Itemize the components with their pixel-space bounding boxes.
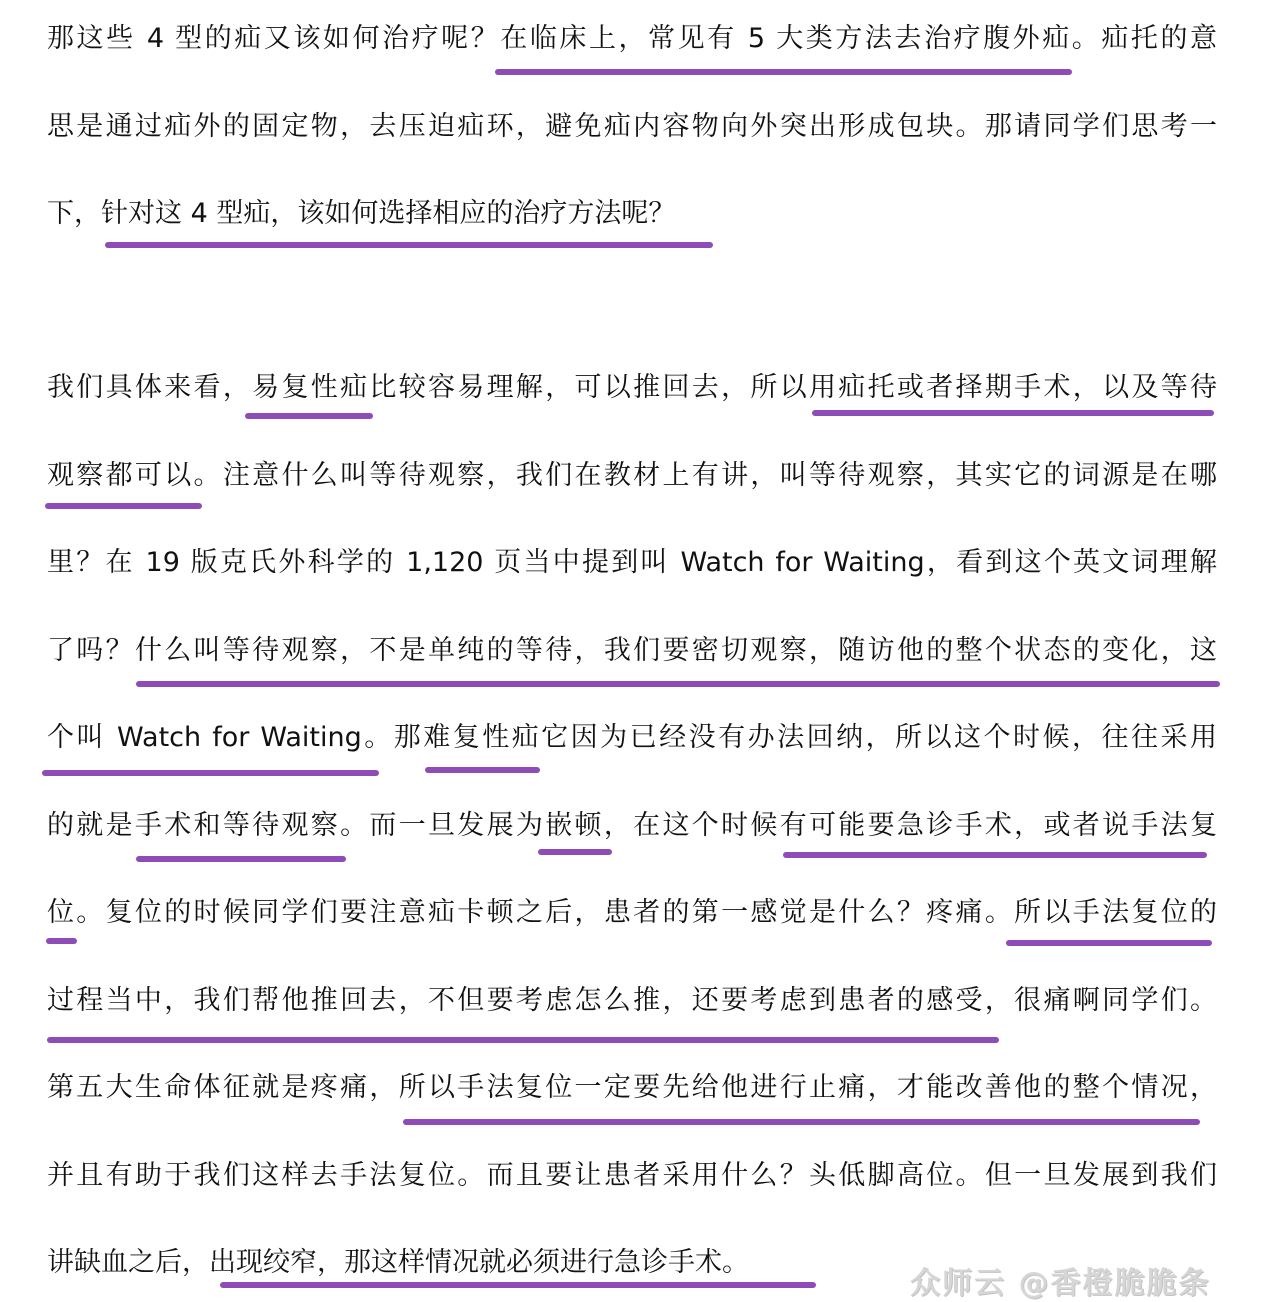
text-line: 个叫 Watch for Waiting。那难复性疝它因为已经没有办法回纳，所以这个时候，往往采用 <box>47 722 1217 753</box>
text-line: 那这些 4 型的疝又该如何治疗呢？在临床上，常见有 5 大类方法去治疗腹外疝。疝托的意 <box>47 23 1217 54</box>
text-line: 并且有助于我们这样去手法复位。而且要让患者采用什么？头低脚高位。但一旦发展到我们 <box>47 1160 1217 1191</box>
text-line: 我们具体来看，易复性疝比较容易理解，可以推回去，所以用疝托或者择期手术，以及等待 <box>47 372 1217 403</box>
highlight-underline <box>46 938 77 944</box>
text-line: 思是通过疝外的固定物，去压迫疝环，避免疝内容物向外突出形成包块。那请同学们思考一 <box>47 111 1217 142</box>
text-line: 讲缺血之后，出现绞窄，那这样情况就必须进行急诊手术。 <box>47 1247 749 1278</box>
highlight-underline <box>783 852 1207 858</box>
highlight-underline <box>495 69 1072 75</box>
text-line: 的就是手术和等待观察。而一旦发展为嵌顿，在这个时候有可能要急诊手术，或者说手法复 <box>47 810 1217 841</box>
highlight-underline <box>245 413 373 419</box>
highlight-underline <box>220 1282 816 1288</box>
highlight-underline <box>1006 940 1212 946</box>
text-line: 第五大生命体征就是疼痛，所以手法复位一定要先给他进行止痛，才能改善他的整个情况， <box>47 1072 1217 1103</box>
highlight-underline <box>425 767 540 773</box>
text-line: 位。复位的时候同学们要注意疝卡顿之后，患者的第一感觉是什么？疼痛。所以手法复位的 <box>47 897 1217 928</box>
highlight-underline <box>812 410 1214 416</box>
highlight-underline <box>136 856 346 862</box>
text-line: 过程当中，我们帮他推回去，不但要考虑怎么推，还要考虑到患者的感受，很痛啊同学们。 <box>47 985 1217 1016</box>
text-line: 下，针对这 4 型疝，该如何选择相应的治疗方法呢？ <box>47 198 676 229</box>
text-line: 里？在 19 版克氏外科学的 1,120 页当中提到叫 Watch for Waiting，看到这个英文词理解 <box>47 547 1217 578</box>
text-line: 了吗？什么叫等待观察，不是单纯的等待，我们要密切观察，随访他的整个状态的变化，这 <box>47 635 1217 666</box>
highlight-underline <box>105 242 713 248</box>
highlight-underline <box>45 503 202 509</box>
highlight-underline <box>403 1119 1200 1125</box>
text-line: 观察都可以。注意什么叫等待观察，我们在教材上有讲，叫等待观察，其实它的词源是在哪 <box>47 460 1217 491</box>
highlight-underline <box>47 1037 999 1043</box>
highlight-underline <box>42 770 379 776</box>
highlight-underline <box>538 849 612 855</box>
watermark: 众师云 @香橙脆脆条 <box>910 1266 1211 1301</box>
highlight-underline <box>136 681 1220 687</box>
